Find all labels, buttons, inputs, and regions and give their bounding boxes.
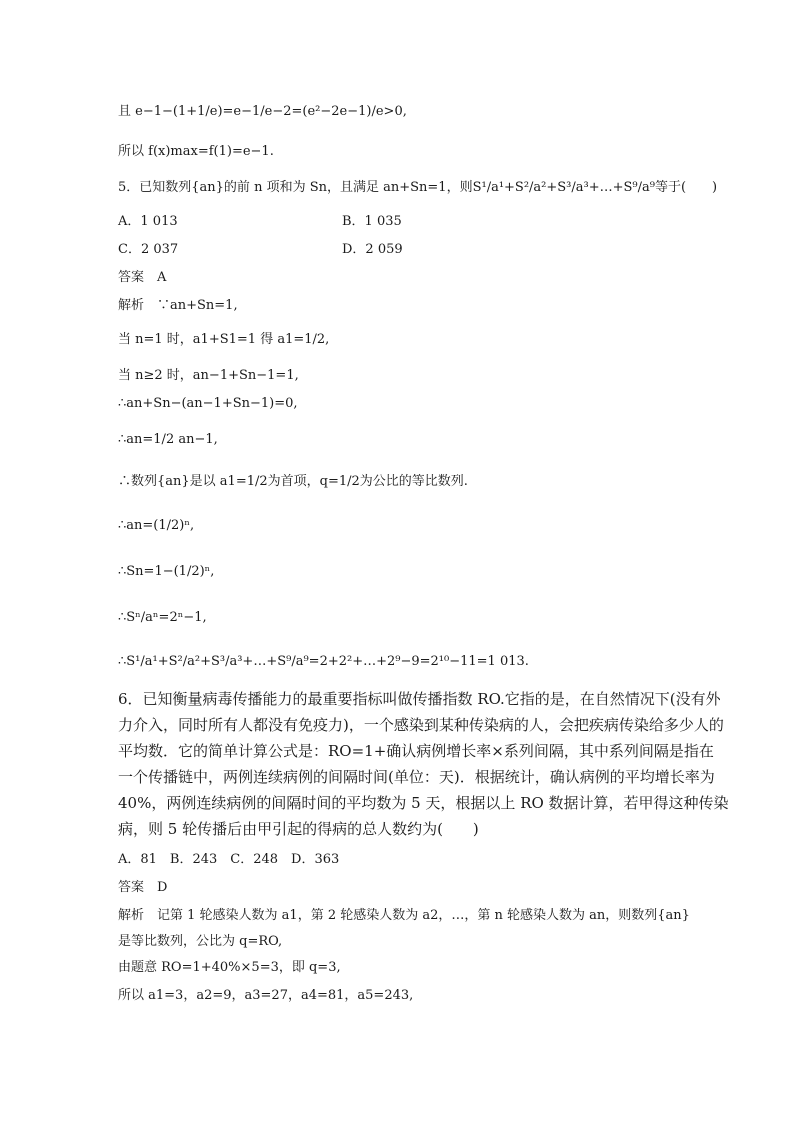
solution-line: ∴S¹/a¹+S²/a²+S³/a³+…+S⁹/a⁹=2+2²+…+2⁹−9=2¹⁰−11=1 013. — [118, 654, 529, 669]
option-a: A．1 013 — [118, 214, 178, 229]
option-d: D．2 059 — [342, 242, 403, 257]
option-c: C．2 037 — [118, 242, 179, 257]
answer-6: 答案 D — [118, 880, 168, 895]
solution-line: 当 n=1 时，a1+S1=1 得 a1=1/2, — [118, 332, 330, 347]
solution-line: 所以 a1=3，a2=9，a3=27，a4=81，a5=243, — [118, 988, 414, 1003]
option-b: B．1 035 — [342, 214, 402, 229]
text-line: 所以 f(x)max=f(1)=e−1. — [118, 144, 274, 159]
solution-line: 解析 记第 1 轮感染人数为 a1，第 2 轮感染人数为 a2，…，第 n 轮感染人数为 an，则数列{an} — [118, 908, 690, 923]
solution-line: ∴数列{an}是以 a1=1/2为首项，q=1/2为公比的等比数列. — [118, 474, 468, 489]
question-6-options: A．81 B．243 C．248 D．363 — [118, 852, 340, 867]
question-6-line: 一个传播链中，两例连续病例的间隔时间(单位：天)．根据统计，确认病例的平均增长率为 — [118, 768, 715, 786]
solution-line: 是等比数列，公比为 q=RO, — [118, 934, 283, 949]
solution-line: ∴an=1/2 an−1, — [118, 432, 218, 447]
solution-line: ∴Sⁿ/aⁿ=2ⁿ−1, — [118, 610, 207, 625]
question-6-line: 平均数．它的简单计算公式是：RO=1+确认病例增长率×系列间隔，其中系列间隔是指在 — [118, 742, 714, 760]
solution-line: 解析 ∵an+Sn=1, — [118, 298, 238, 313]
question-5: 5．已知数列{an}的前 n 项和为 Sn，且满足 an+Sn=1，则S¹/a¹+S²/a²+S³/a³+…+S⁹/a⁹等于( ) — [118, 180, 718, 195]
answer-5: 答案 A — [118, 270, 167, 285]
text-line: 且 e−1−(1+1/e)=e−1/e−2=(e²−2e−1)/e>0, — [118, 104, 407, 119]
solution-line: ∴an+Sn−(an−1+Sn−1)=0, — [118, 396, 298, 411]
solution-line: ∴Sn=1−(1/2)ⁿ, — [118, 564, 215, 579]
solution-line: 由题意 RO=1+40%×5=3，即 q=3, — [118, 960, 341, 975]
question-6-line: 病，则 5 轮传播后由甲引起的得病的总人数约为( ) — [118, 820, 479, 838]
solution-line: ∴an=(1/2)ⁿ, — [118, 518, 195, 533]
question-6-line: 40%，两例连续病例的间隔时间的平均数为 5 天，根据以上 RO 数据计算，若甲得这种传染 — [118, 794, 729, 812]
solution-line: 当 n≥2 时，an−1+Sn−1=1, — [118, 368, 299, 383]
question-6-line: 力介入，同时所有人都没有免疫力)，一个感染到某种传染病的人，会把疾病传染给多少人的 — [118, 716, 724, 734]
question-6-line: 6．已知衡量病毒传播能力的最重要指标叫做传播指数 RO.它指的是，在自然情况下(没有外 — [118, 690, 721, 708]
